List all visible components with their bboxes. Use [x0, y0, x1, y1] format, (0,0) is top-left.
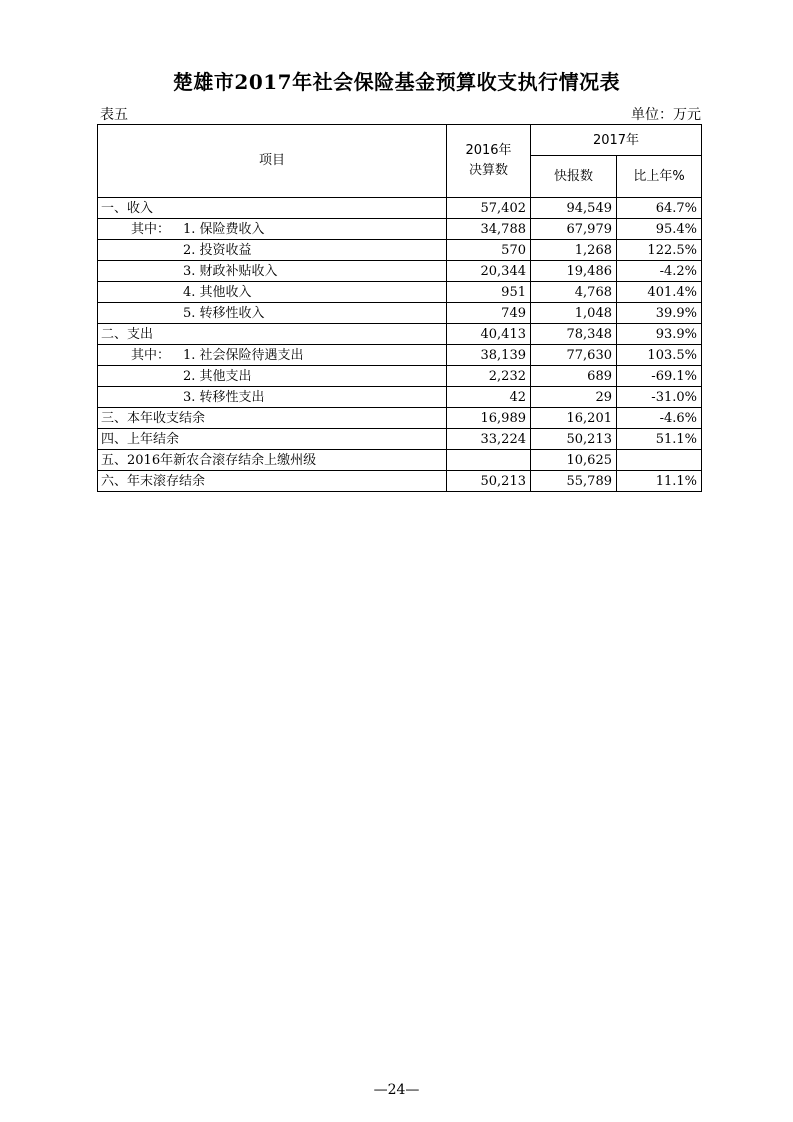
cell-v2017: 55,789 [531, 471, 617, 492]
table-row [98, 303, 702, 324]
cell-v2017: 10,625 [531, 450, 617, 471]
page-title: 楚雄市2017年社会保险基金预算收支执行情况表 [172, 70, 621, 94]
cell-v2017: 16,201 [531, 408, 617, 429]
row-label: 2. 投资收益 [183, 242, 252, 258]
cell-pct: 39.9% [617, 303, 702, 324]
cell-v2016: 40,413 [447, 324, 531, 345]
cell-pct: 122.5% [617, 240, 702, 261]
cell-v2016: 38,139 [447, 345, 531, 366]
cell-pct: -31.0% [617, 387, 702, 408]
row-label-cell [98, 282, 447, 303]
row-label-cell [98, 387, 447, 408]
cell-pct: 51.1% [617, 429, 702, 450]
cell-pct: 103.5% [617, 345, 702, 366]
table-row [98, 198, 702, 219]
row-label-cell [98, 366, 447, 387]
cell-pct: 64.7% [617, 198, 702, 219]
page-number: —24— [373, 1082, 420, 1098]
cell-pct: 11.1% [617, 471, 702, 492]
row-label-cell [98, 429, 447, 450]
cell-v2017: 19,486 [531, 261, 617, 282]
table-row [98, 240, 702, 261]
header-2016-year: 2016年 [465, 143, 512, 158]
row-label: 五、2016年新农合滚存结余上缴州级 [101, 452, 317, 468]
table-row [98, 471, 702, 492]
cell-v2016: 42 [447, 387, 531, 408]
header-2016-label: 决算数 [468, 163, 508, 178]
cell-v2016: 33,224 [447, 429, 531, 450]
cell-v2017: 689 [531, 366, 617, 387]
table-row [98, 429, 702, 450]
row-label: 一、收入 [101, 200, 154, 216]
row-label: 4. 其他收入 [183, 284, 252, 300]
row-label: 2. 其他支出 [183, 368, 252, 384]
row-label-cell [98, 219, 447, 240]
cell-v2017: 1,048 [531, 303, 617, 324]
row-label-cell [98, 408, 447, 429]
cell-pct: -69.1% [617, 366, 702, 387]
table-row [98, 219, 702, 240]
table-row [98, 261, 702, 282]
row-label: 四、上年结余 [101, 431, 180, 447]
row-label-cell [98, 324, 447, 345]
cell-v2016: 16,989 [447, 408, 531, 429]
row-label-cell [98, 303, 447, 324]
table-row [98, 387, 702, 408]
row-label-cell [98, 450, 447, 471]
header-item: 项目 [98, 125, 447, 198]
cell-pct: -4.2% [617, 261, 702, 282]
row-label: 3. 财政补贴收入 [183, 263, 278, 279]
row-label-cell [98, 261, 447, 282]
table-number: 表五 [100, 107, 128, 123]
row-label: 三、本年收支结余 [101, 410, 206, 426]
table-row [98, 366, 702, 387]
cell-v2016: 2,232 [447, 366, 531, 387]
cell-v2017: 29 [531, 387, 617, 408]
header-2017: 2017年 [531, 125, 702, 156]
row-label-cell [98, 471, 447, 492]
row-label: 3. 转移性支出 [183, 389, 265, 405]
cell-pct: 95.4% [617, 219, 702, 240]
cell-pct [617, 450, 702, 471]
header-2016 [447, 125, 531, 198]
cell-v2016 [447, 450, 531, 471]
row-prefix: 其中： [131, 347, 171, 363]
cell-v2016: 951 [447, 282, 531, 303]
budget-table [97, 124, 702, 492]
cell-v2016: 20,344 [447, 261, 531, 282]
table-row [98, 345, 702, 366]
cell-v2016: 34,788 [447, 219, 531, 240]
cell-v2017: 67,979 [531, 219, 617, 240]
cell-pct: -4.6% [617, 408, 702, 429]
table-row [98, 408, 702, 429]
row-label: 1. 保险费收入 [183, 221, 265, 237]
cell-v2017: 94,549 [531, 198, 617, 219]
cell-v2016: 50,213 [447, 471, 531, 492]
cell-v2017: 78,348 [531, 324, 617, 345]
row-label-cell [98, 240, 447, 261]
row-label-cell [98, 345, 447, 366]
row-label: 六、年末滚存结余 [101, 473, 206, 489]
header-change-pct: 比上年% [617, 156, 702, 198]
cell-pct: 401.4% [617, 282, 702, 303]
unit-label: 单位：万元 [631, 107, 701, 123]
table-row [98, 282, 702, 303]
table-row [98, 324, 702, 345]
row-label-cell [98, 198, 447, 219]
row-label: 5. 转移性收入 [183, 305, 265, 321]
cell-v2016: 570 [447, 240, 531, 261]
header-quick-report: 快报数 [531, 156, 617, 198]
table-row [98, 450, 702, 471]
row-prefix: 其中： [131, 221, 171, 237]
row-label: 二、支出 [101, 326, 154, 342]
cell-v2017: 1,268 [531, 240, 617, 261]
cell-pct: 93.9% [617, 324, 702, 345]
cell-v2017: 4,768 [531, 282, 617, 303]
cell-v2016: 749 [447, 303, 531, 324]
row-label: 1. 社会保险待遇支出 [183, 347, 304, 363]
cell-v2017: 77,630 [531, 345, 617, 366]
cell-v2016: 57,402 [447, 198, 531, 219]
cell-v2017: 50,213 [531, 429, 617, 450]
